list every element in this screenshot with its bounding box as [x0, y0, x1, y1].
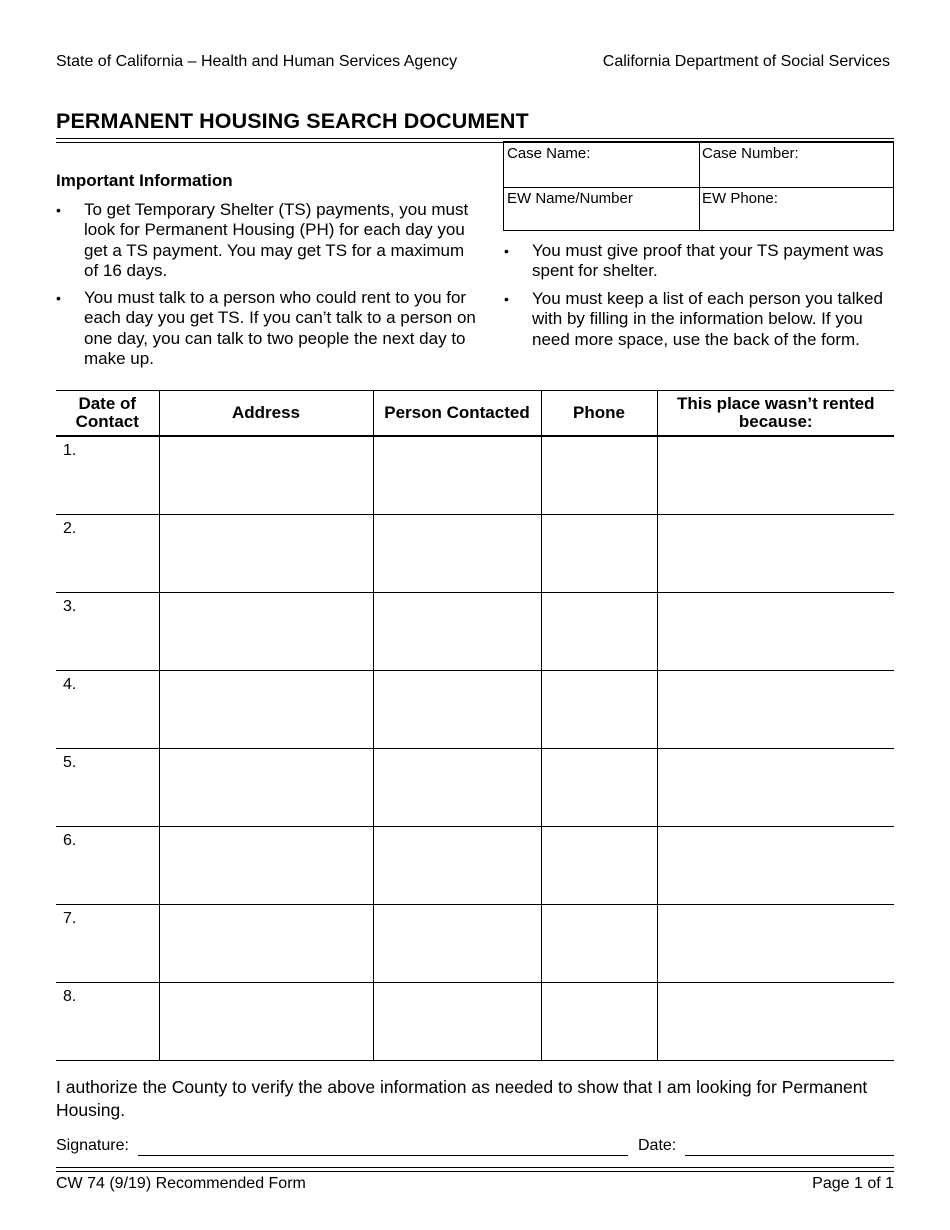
case-name-label: Case Name:: [507, 145, 591, 162]
table-row: [56, 983, 894, 1061]
table-row: [56, 905, 894, 983]
ew-name-field[interactable]: [504, 187, 699, 231]
table-row: [56, 827, 894, 905]
column-header-phone: Phone: [541, 391, 657, 437]
table-row: [56, 436, 894, 515]
column-header-person: Person Contacted: [373, 391, 541, 437]
table-row: [56, 593, 894, 671]
date-cell[interactable]: [56, 593, 159, 671]
column-header-reason: This place wasn’t rented because:: [657, 391, 894, 437]
row-number: 6.: [63, 832, 77, 849]
phone-cell[interactable]: [541, 671, 657, 749]
table-row: [56, 515, 894, 593]
table-header-row: [56, 391, 894, 437]
person-cell[interactable]: [373, 593, 541, 671]
bullet-marker: •: [504, 291, 509, 307]
ew-phone-label: EW Phone:: [702, 190, 778, 207]
table-row: [56, 749, 894, 827]
row-number: 8.: [63, 988, 77, 1005]
reason-cell[interactable]: [657, 749, 894, 827]
date-cell[interactable]: [56, 983, 159, 1061]
row-number: 3.: [63, 598, 77, 615]
column-header-address: Address: [159, 391, 373, 437]
address-cell[interactable]: [159, 983, 373, 1061]
bullet-marker: •: [504, 243, 509, 259]
person-cell[interactable]: [373, 749, 541, 827]
reason-cell[interactable]: [657, 905, 894, 983]
bullet-text: You must give proof that your TS payment was spent for shelter.: [532, 241, 884, 281]
footer-divider: [56, 1167, 894, 1172]
signature-label: Signature:: [56, 1137, 129, 1154]
housing-contact-table: [56, 390, 894, 1061]
bullet-text: To get Temporary Shelter (TS) payments, you must look for Permanent Housing (PH) for each day you get a TS payment. You may get TS for a maximum of 16 days.: [84, 200, 469, 280]
date-cell[interactable]: [56, 749, 159, 827]
row-number: 4.: [63, 676, 77, 693]
bullet-text: You must talk to a person who could rent to you for each day you get TS. If you can’t talk to a person on one day, you can talk to two people the next day to make up.: [84, 288, 476, 368]
phone-cell[interactable]: [541, 436, 657, 515]
address-cell[interactable]: [159, 749, 373, 827]
case-number-label: Case Number:: [702, 145, 799, 162]
phone-cell[interactable]: [541, 515, 657, 593]
form-identifier: CW 74 (9/19) Recommended Form: [56, 1175, 306, 1192]
person-cell[interactable]: [373, 515, 541, 593]
phone-cell[interactable]: [541, 749, 657, 827]
column-header-date: Date of Contact: [56, 391, 159, 437]
phone-cell[interactable]: [541, 983, 657, 1061]
bullet-marker: •: [56, 202, 61, 218]
date-cell[interactable]: [56, 905, 159, 983]
row-number: 7.: [63, 910, 77, 927]
agency-name: State of California – Health and Human Services Agency: [56, 53, 458, 70]
reason-cell[interactable]: [657, 671, 894, 749]
address-cell[interactable]: [159, 515, 373, 593]
signature-field[interactable]: [138, 1155, 628, 1156]
bullet-text: You must keep a list of each person you talked with by filling in the information below. If you need more space, use the back of the form.: [532, 289, 883, 349]
page-title: PERMANENT HOUSING SEARCH DOCUMENT: [56, 109, 529, 133]
case-info-box: [503, 141, 894, 231]
case-number-field[interactable]: [699, 142, 894, 187]
ew-phone-field[interactable]: [699, 187, 894, 231]
date-field[interactable]: [685, 1155, 894, 1156]
person-cell[interactable]: [373, 905, 541, 983]
reason-cell[interactable]: [657, 827, 894, 905]
authorization-statement: I authorize the County to verify the above information as needed to show that I am looking for Permanent Housing.: [56, 1077, 868, 1120]
reason-cell[interactable]: [657, 593, 894, 671]
date-cell[interactable]: [56, 671, 159, 749]
reason-cell[interactable]: [657, 515, 894, 593]
row-number: 1.: [63, 442, 77, 459]
ew-name-label: EW Name/Number: [507, 190, 633, 207]
date-cell[interactable]: [56, 436, 159, 515]
reason-cell[interactable]: [657, 983, 894, 1061]
phone-cell[interactable]: [541, 827, 657, 905]
row-number: 5.: [63, 754, 77, 771]
person-cell[interactable]: [373, 983, 541, 1061]
phone-cell[interactable]: [541, 593, 657, 671]
table-row: [56, 671, 894, 749]
case-name-field[interactable]: [504, 142, 699, 187]
person-cell[interactable]: [373, 436, 541, 515]
department-name: California Department of Social Services: [602, 53, 890, 70]
bullet-marker: •: [56, 290, 61, 306]
address-cell[interactable]: [159, 671, 373, 749]
reason-cell[interactable]: [657, 436, 894, 515]
phone-cell[interactable]: [541, 905, 657, 983]
address-cell[interactable]: [159, 593, 373, 671]
row-number: 2.: [63, 520, 77, 537]
address-cell[interactable]: [159, 827, 373, 905]
important-info-heading: Important Information: [56, 171, 233, 190]
date-cell[interactable]: [56, 515, 159, 593]
date-label: Date:: [638, 1137, 677, 1154]
person-cell[interactable]: [373, 671, 541, 749]
date-cell[interactable]: [56, 827, 159, 905]
address-cell[interactable]: [159, 436, 373, 515]
address-cell[interactable]: [159, 905, 373, 983]
page-number: Page 1 of 1: [812, 1175, 894, 1192]
person-cell[interactable]: [373, 827, 541, 905]
